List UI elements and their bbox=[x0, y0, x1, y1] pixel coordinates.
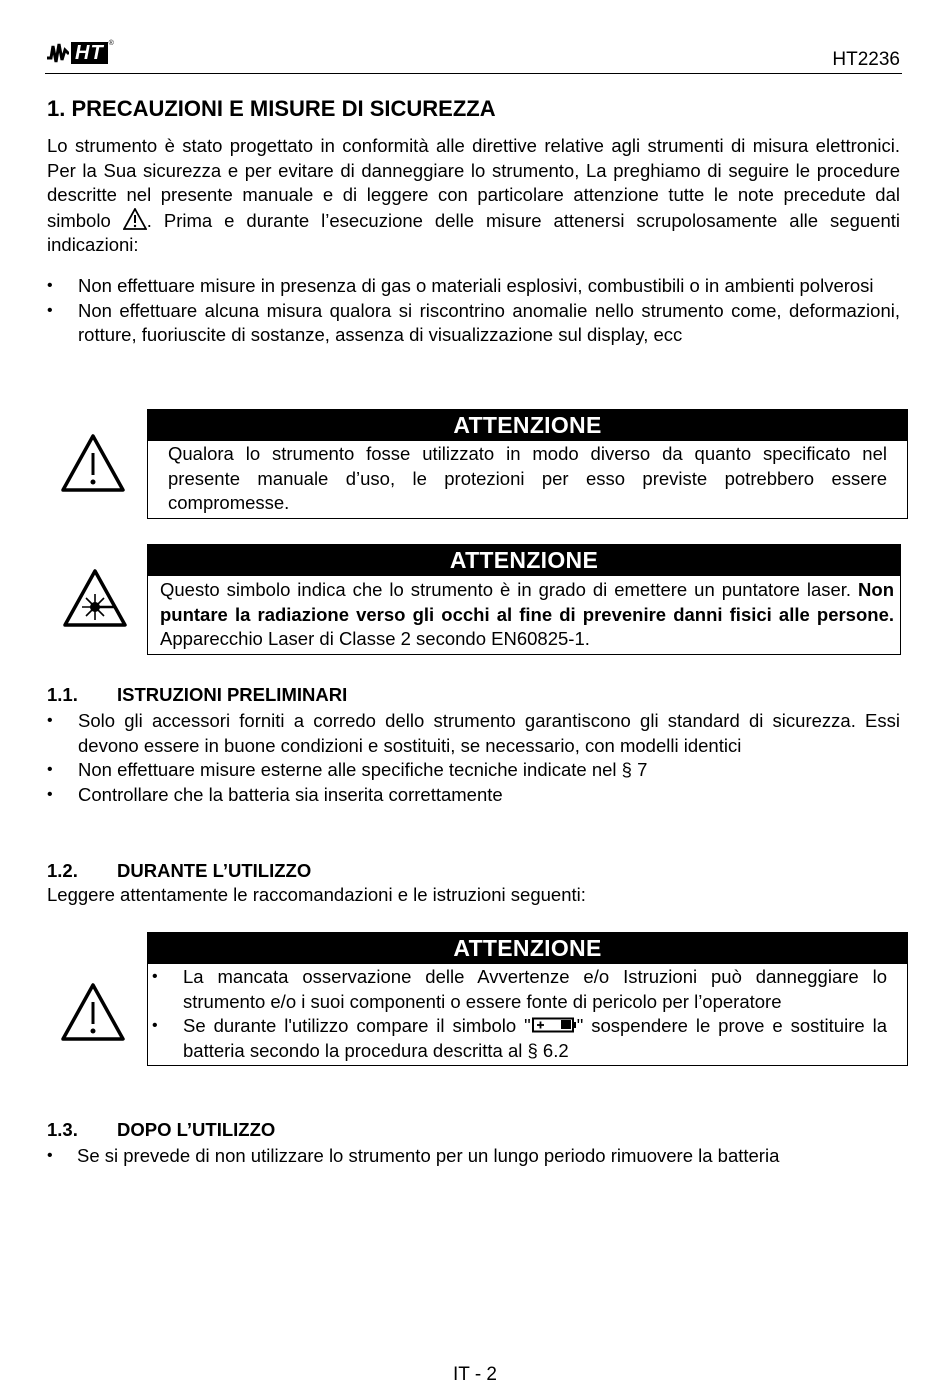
header-divider bbox=[45, 73, 902, 74]
list-item bbox=[47, 274, 900, 299]
page-number: IT - 2 bbox=[453, 1364, 497, 1385]
bullet-dot: • bbox=[47, 277, 53, 294]
list-item-text: La mancata osservazione delle Avvertenze e/o Istruzioni può danneggiare lo strumento e/o i suoi componenti o essere fonte di pericolo per l’operatore bbox=[183, 966, 887, 1012]
section-title: DOPO L’UTILIZZO bbox=[117, 1119, 276, 1140]
ht-logo-wave-icon bbox=[47, 40, 69, 66]
section-number: 1.2. bbox=[47, 860, 78, 881]
list-item-text: Non effettuare misure in presenza di gas o materiali esplosivi, combustibili o in ambienti polverosi bbox=[78, 275, 874, 296]
bullet-dot: • bbox=[47, 1147, 53, 1164]
bullet-dot: • bbox=[152, 1017, 158, 1034]
warning-bold-text: Non puntare la radiazione verso gli occhi al fine di prevenire danni fisici alle persone. bbox=[160, 579, 894, 625]
model-number: HT2236 bbox=[832, 49, 900, 70]
list-item bbox=[47, 1144, 900, 1169]
list-item-text: Non effettuare misure esterne alle specifiche tecniche indicate nel § 7 bbox=[78, 759, 648, 780]
warning-body: Qualora lo strumento fosse utilizzato in modo diverso da quanto specificato nel presente manuale d’uso, le protezioni per esso previste potrebbero essere compromesse. bbox=[147, 441, 908, 519]
warning-box-3 bbox=[147, 932, 908, 1066]
warning-body bbox=[147, 576, 901, 655]
intro-bullet-list bbox=[47, 274, 900, 348]
intro-paragraph bbox=[47, 134, 900, 258]
warning-box-2 bbox=[147, 544, 901, 655]
section-number: 1.3. bbox=[47, 1119, 78, 1140]
list-item-text: Se si prevede di non utilizzare lo strumento per un lungo periodo rimuovere la batteria bbox=[77, 1145, 780, 1166]
intro-text-2: . Prima e durante l’esecuzione delle misure attenersi scrupolosamente alle seguenti indicazioni: bbox=[47, 209, 900, 255]
warning-box-1 bbox=[147, 409, 908, 519]
bullet-dot: • bbox=[47, 301, 53, 319]
warning-body bbox=[147, 964, 908, 1066]
warning-triangle-icon bbox=[60, 433, 126, 493]
section-heading-1-1 bbox=[47, 683, 347, 707]
list-item-text: Solo gli accessori forniti a corredo dello strumento garantiscono gli standard di sicurezza. Essi devono essere in buone condizioni e sostituiti, se necessario, con modelli identici bbox=[78, 710, 900, 756]
list-item bbox=[152, 1014, 887, 1063]
list-item bbox=[152, 965, 887, 1014]
warning-text-2: Apparecchio Laser di Classe 2 secondo EN60825-1. bbox=[160, 628, 590, 649]
warning-triangle-icon bbox=[60, 982, 126, 1042]
warning-heading: ATTENZIONE bbox=[147, 932, 908, 964]
section-title: DURANTE L’UTILIZZO bbox=[117, 860, 312, 881]
ht-logo bbox=[47, 38, 139, 68]
ht-logo-registered: ® bbox=[108, 40, 114, 47]
list-item-text: Controllare che la batteria sia inserita correttamente bbox=[78, 783, 503, 805]
section-1-1-list bbox=[47, 709, 900, 807]
section-1-3-list bbox=[47, 1144, 900, 1169]
section-heading-1-3 bbox=[47, 1118, 275, 1142]
list-item bbox=[47, 758, 900, 783]
warning-text-b: " sospendere le prove e sostituire la batteria secondo la procedura descritta al § 6.2 bbox=[183, 1015, 887, 1061]
warning-bullet-list bbox=[152, 965, 887, 1063]
list-item-text: Non effettuare alcuna misura qualora si riscontrino anomalie nello strumento come, deformazioni, rotture, fuoriuscite di sostanze, assenza di visualizzazione sul display, ecc bbox=[78, 299, 900, 345]
laser-warning-icon bbox=[62, 568, 128, 628]
warning-triangle-inline-icon bbox=[123, 208, 147, 230]
section-1-2-intro: Leggere attentamente le raccomandazioni e le istruzioni seguenti: bbox=[47, 884, 586, 905]
warning-text-1: Questo simbolo indica che lo strumento è in grado di emettere un puntatore laser. bbox=[160, 579, 859, 600]
bullet-dot: • bbox=[47, 761, 53, 778]
bullet-dot: • bbox=[47, 712, 53, 729]
section-number: 1.1. bbox=[47, 684, 78, 705]
list-item bbox=[47, 299, 900, 348]
warning-heading: ATTENZIONE bbox=[147, 409, 908, 441]
bullet-dot: • bbox=[152, 968, 158, 985]
intro-text-1: Lo strumento è stato progettato in conformità alle direttive relative agli strumenti di misura elettronici. Per la Sua sicurezza e per evitare di danneggiare lo strumento, La preghiamo di seguire le procedure descritte nel presente manuale e di leggere con particolare attenzione tutte le note precedute dal simbolo bbox=[47, 135, 900, 231]
ht-logo-text: HT bbox=[71, 42, 108, 64]
list-item bbox=[47, 709, 900, 758]
warning-text-a: Se durante l'utilizzo compare il simbolo " bbox=[183, 1015, 531, 1036]
section-heading-1-2 bbox=[47, 859, 311, 883]
bullet-dot: • bbox=[47, 785, 53, 803]
list-item bbox=[47, 783, 900, 808]
section-title: ISTRUZIONI PRELIMINARI bbox=[117, 684, 348, 705]
page-title: 1. PRECAUZIONI E MISURE DI SICUREZZA bbox=[47, 96, 496, 121]
low-battery-icon bbox=[531, 1017, 577, 1033]
warning-heading: ATTENZIONE bbox=[147, 544, 901, 576]
